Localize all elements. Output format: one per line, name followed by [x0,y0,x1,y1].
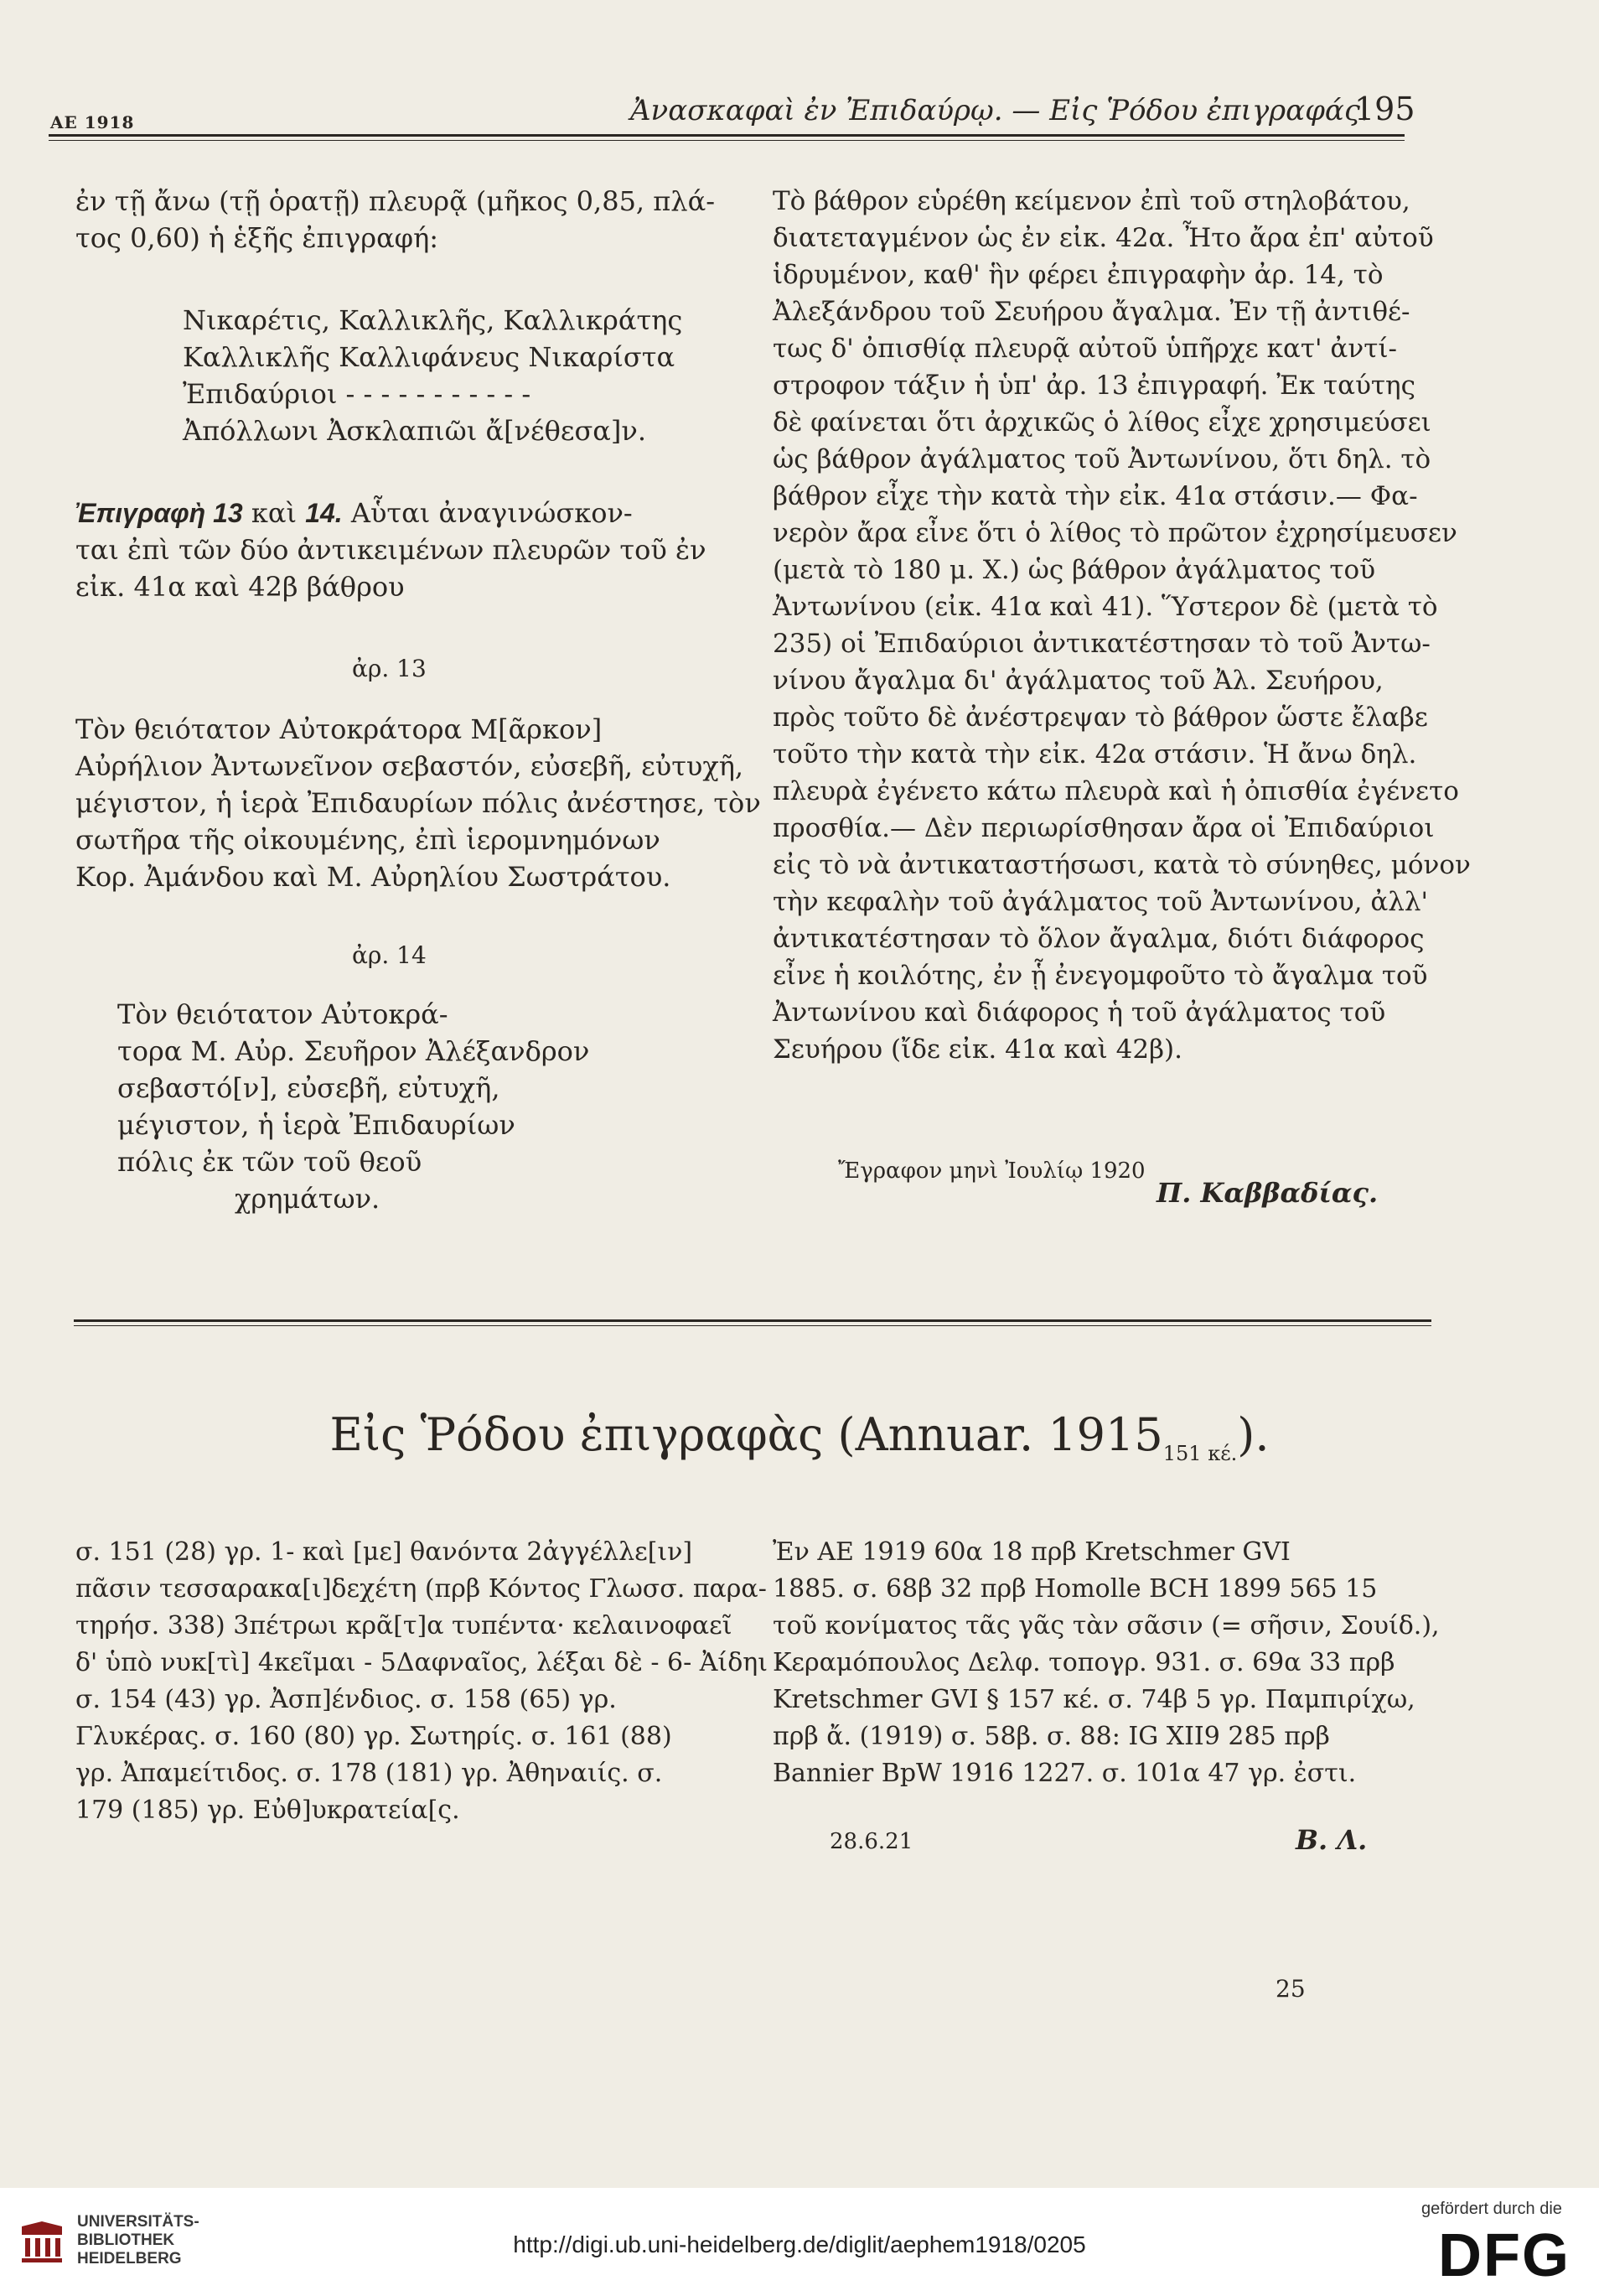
bottom-date: 28.6.21 [830,1829,913,1854]
paragraph-line: ὡς βάθρον ἀγάλματος τοῦ Ἀντωνίνου, ὅτι δηλ. τὸ [773,444,1431,474]
library-name-line: UNIVERSITÄTS- [77,2213,199,2231]
inscription-line: σεβαστό[ν], εὐσεβῆ, εὐτυχῆ, [117,1072,500,1104]
epigraph-line: ται ἐπὶ τῶν δύο ἀντικειμένων πλευρῶν τοῦ ἐν [75,534,706,566]
library-name-line: BIBLIOTHEK [77,2231,175,2249]
paragraph-line: Ἀλεξάνδρου τοῦ Σευήρου ἄγαλμα. Ἐν τῇ ἀντιθέ- [773,297,1410,327]
inscription-line: μέγιστον, ἡ ἱερὰ Ἐπιδαυρίων [117,1109,515,1141]
bottom-signature: Β. Λ. [1296,1824,1368,1856]
ar13-label: ἀρ. 13 [352,655,427,682]
bottom-right-column [773,1534,1440,1792]
inscription-line: Ἀπόλλωνι Ἀσκλαπιῶι ἄ[νέθεσα]ν. [183,415,646,447]
section-title-close: ). [1237,1408,1270,1461]
note-line: πᾶσιν τεσσαρακα[ι]δεχέτη (πρβ Κόντος Γλωσσ. παρα- [75,1574,767,1604]
section-rule-thin [74,1325,1431,1326]
library-name-line: HEIDELBERG [77,2250,182,2267]
paragraph-line: διατεταγμένον ὡς ἐν εἰκ. 42α. Ἦτο ἄρα ἐπ' αὐτοῦ [773,223,1434,253]
header-title: Ἀνασκαφαὶ ἐν Ἐπιδαύρῳ. — Εἰς Ῥόδου ἐπιγραφάς. [630,94,1369,127]
note-line: Kretschmer GVI § 157 κέ. σ. 74β 5 γρ. Παμπιρίχω, [773,1685,1415,1714]
section-title [0,1408,1599,1465]
section-title-sub: 151 κέ. [1162,1441,1238,1465]
paragraph-line: τὴν κεφαλὴν τοῦ ἀγάλματος τοῦ Ἀντωνίνου, ἀλλ' [773,887,1429,917]
inscription-line: Αὐρήλιον Ἀντωνεῖνον σεβαστόν, εὐσεβῆ, εὐτυχῆ, [75,750,744,782]
header-page-number: 195 [1354,91,1415,127]
paragraph-line: τως δ' ὀπισθίᾳ πλευρᾷ αὐτοῦ ὑπῆρχε κατ' ἀντί- [773,334,1397,364]
inscription-line: σωτῆρα τῆς οἰκουμένης, ἐπὶ ἱερομνημόνων [75,824,660,856]
note-line: Ἐν ΑΕ 1919 60α 18 πρβ Kretschmer GVI [773,1537,1291,1567]
inscription-line: πόλις ἐκ τῶν τοῦ θεοῦ [117,1146,422,1178]
note-line: τηρήσ. 338) 3πέτρωι κρᾶ[τ]α τυπέντα· κελαινοφαεῖ [75,1611,732,1640]
note-line: δ' ὑπὸ νυκ[τὶ] 4κεῖμαι - 5Δαφναῖος, λέξαι δὲ - 6- Ἀίδηι -. [75,1648,793,1677]
paragraph-line: (μετὰ τὸ 180 μ. Χ.) ὡς βάθρον ἀγάλματος τοῦ [773,555,1376,585]
epigraph-and: καὶ [251,497,298,529]
inscription-13 [75,711,761,895]
bottom-page-number: 25 [1276,1975,1306,2003]
paragraph-line: βάθρον εἶχε τὴν κατὰ τὴν εἰκ. 41α στάσιν.— Φα- [773,481,1418,511]
inscription-14 [75,996,662,1217]
paragraph-line: εἰς τὸ νὰ ἀντικαταστήσωσι, κατὰ τὸ σύνηθες, μόνον [773,850,1471,880]
paragraph-line: εἶνε ἡ κοιλότης, ἐν ᾗ ἐνεγομφοῦτο τὸ ἄγαλμα τοῦ [773,961,1428,991]
paragraph-line: στροφον τάξιν ἡ ὑπ' ἀρ. 13 ἐπιγραφή. Ἐκ ταύτης [773,371,1415,401]
header-volume: ΑΕ 1918 [50,112,135,132]
signature: Π. Καββαδίας. [1157,1177,1379,1209]
note-line: σ. 154 (43) γρ. Ἀσπ]ένδιος. σ. 158 (65) γρ. [75,1685,617,1714]
inscription-line: τορα Μ. Αὐρ. Σευῆρον Ἀλέξανδρον [117,1035,590,1067]
inscription-line: Τὸν θειότατον Αὐτοκράτορα Μ[ᾶρκον] [75,713,603,745]
left-column [75,183,715,257]
inscription-a [183,302,702,449]
epigraph-label: Ἐπιγραφὴ 13 [75,498,243,528]
right-column [773,183,1471,1068]
inscription-line: Καλλικλῆς Καλλιφάνευς Νικαρίστα [183,341,675,373]
ar14-label: ἀρ. 14 [352,941,427,969]
inscription-line: μέγιστον, ἡ ἱερὰ Ἐπιδαυρίων πόλις ἀνέστησε, τὸν [75,787,761,819]
note-line: τοῦ κονίματος τᾶς γᾶς τὰν σᾶσιν (= σῆσιν, Σουίδ.), [773,1611,1440,1640]
header-rule-thin [49,140,1405,141]
paragraph-line: πλευρὰ ἐγένετο κάτω πλευρὰ καὶ ἡ ὀπισθία ἐγένετο [773,776,1459,806]
inscription-line: Τὸν θειότατον Αὐτοκρά- [117,998,448,1030]
inscription-line: Ἐπιδαύριοι - - - - - - - - - - - [183,378,531,410]
epigraph-number: 14. [305,498,343,528]
epigraph-rest: Αὗται ἀναγινώσκον- [350,497,633,529]
paragraph-line: Σευήρου (ἴδε εἰκ. 41α καὶ 42β). [773,1034,1182,1065]
paragraph-line: ἀντικατέστησαν τὸ ὅλον ἄγαλμα, διότι διάφορος [773,924,1425,954]
note-line: Γλυκέρας. σ. 160 (80) γρ. Σωτηρίς. σ. 161 (88) [75,1722,672,1751]
funded-by-label: gefördert durch die [1421,2200,1562,2218]
paragraph-line: Ἀντωνίνου (εἰκ. 41α καὶ 41). Ὕστερον δὲ (μετὰ τὸ [773,592,1438,622]
paragraph-line: δὲ φαίνεται ὅτι ἀρχικῶς ὁ λίθος εἶχε χρησιμεύσει [773,407,1431,438]
note-line: 179 (185) γρ. Εὐθ]υκρατεία[ς. [75,1796,460,1825]
paragraph-line: Τὸ βάθρον εὑρέθη κείμενον ἐπὶ τοῦ στηλοβάτου, [773,186,1410,216]
epigraph-heading-line [75,495,712,531]
note-line: 1885. σ. 68β 32 πρβ Homolle BCH 1899 565 15 [773,1574,1378,1604]
section-rule [74,1319,1431,1322]
intro-line: ἐν τῇ ἄνω (τῇ ὁρατῇ) πλευρᾷ (μῆκος 0,85, πλά- [75,185,715,217]
paragraph-line: Ἀντωνίνου καὶ διάφορος ἡ τοῦ ἀγάλματος τοῦ [773,998,1386,1028]
paragraph-line: τοῦτο τὴν κατὰ τὴν εἰκ. 42α στάσιν. Ἡ ἄνω δηλ. [773,739,1417,770]
paragraph-line: νίνου ἄγαλμα δι' ἀγάλματος τοῦ Ἀλ. Σευήρου, [773,666,1384,696]
paragraph-line: πρὸς τοῦτο δὲ ἀνέστρεψαν τὸ βάθρον ὥστε ἔλαβε [773,702,1428,733]
epigraph-line: εἰκ. 41α καὶ 42β βάθρου [75,571,405,603]
bottom-left-column [75,1534,793,1829]
section-title-main: Εἰς Ῥόδου ἐπιγραφὰς (Annuar. 1915 [329,1408,1163,1461]
date-note: Ἔγραφον μηνὶ Ἰουλίῳ 1920 [838,1158,1146,1184]
dfg-logo: DFG [1438,2222,1571,2289]
paragraph-line: ἱδρυμένον, καθ' ἣν φέρει ἐπιγραφὴν ἀρ. 14, τὸ [773,260,1384,290]
intro-line: τος 0,60) ἡ ἑξῆς ἐπιγραφή: [75,222,439,254]
paragraph-line: 235) οἱ Ἐπιδαύριοι ἀντικατέστησαν τὸ τοῦ Ἀντω- [773,629,1431,659]
note-line: σ. 151 (28) γρ. 1- καὶ [με] θανόντα 2ἀγγέλλε[ιν] [75,1537,693,1567]
paragraph-line: προσθία.— Δὲν περιωρίσθησαν ἄρα οἱ Ἐπιδαύριοι [773,813,1435,843]
note-line: Κεραμόπουλος Δελφ. τοπογρ. 931. σ. 69α 33 πρβ [773,1648,1395,1677]
inscription-line: Νικαρέτις, Καλλικλῆς, Καλλικράτης [183,304,683,336]
paragraph-line: νερὸν ἄρα εἶνε ὅτι ὁ λίθος τὸ πρῶτον ἐχρησίμευσεν [773,518,1457,548]
header-rule [49,134,1405,137]
footer-bar [0,2188,1599,2296]
note-line: γρ. Ἀπαμείτιδος. σ. 178 (181) γρ. Ἀθηναιίς. σ. [75,1759,663,1788]
note-line: Bannier BpW 1916 1227. σ. 101α 47 γρ. ἐστι. [773,1759,1357,1788]
note-line: πρβ ἄ. (1919) σ. 58β. σ. 88: IG XII9 285 πρβ [773,1722,1330,1751]
inscription-line: χρημάτων. [235,1183,380,1215]
inscription-line: Κορ. Ἀμάνδου καὶ Μ. Αὐρηλίου Σωστράτου. [75,861,671,893]
epigraph-paragraph [75,495,712,605]
source-url-link[interactable]: http://digi.ub.uni-heidelberg.de/diglit/aephem1918/0205 [513,2231,1086,2257]
